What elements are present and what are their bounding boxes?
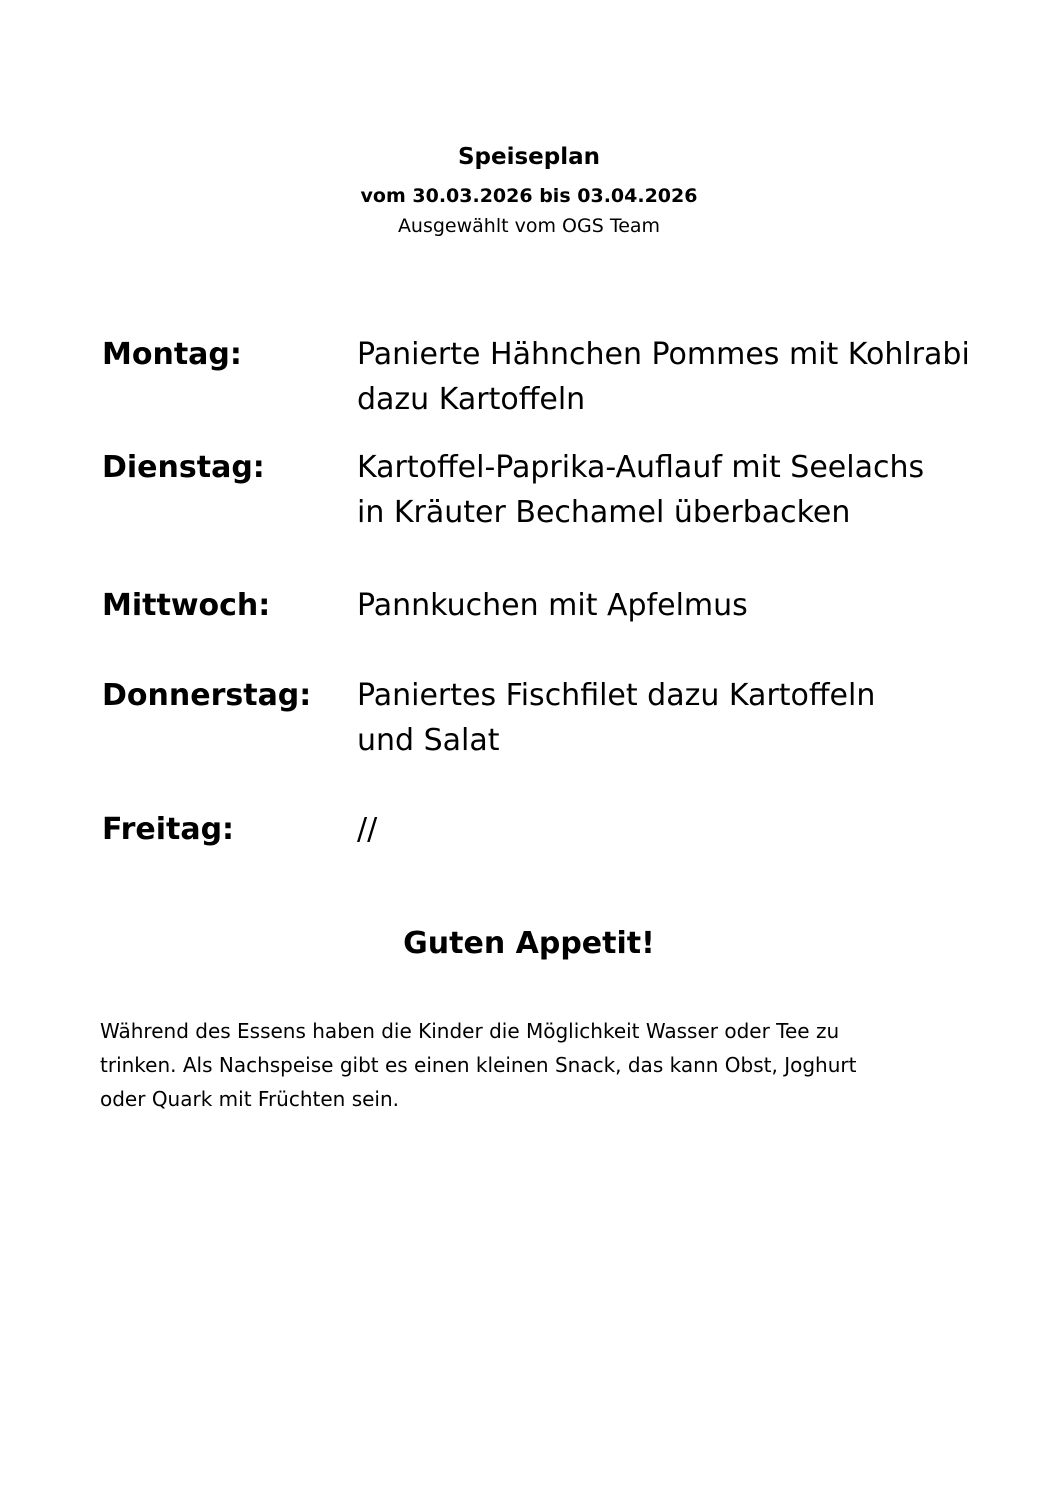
page-title: Speiseplan <box>457 144 601 170</box>
dish <box>357 332 997 422</box>
drinks-note <box>100 1014 960 1116</box>
note-line: trinken. Als Nachspeise gibt es einen kleinen Snack, das kann Obst, Joghurt <box>100 1053 857 1077</box>
note-line: Während des Essens haben die Kinder die Möglichkeit Wasser oder Tee zu <box>100 1019 840 1043</box>
dish-line: // <box>357 812 378 847</box>
subtitle: Ausgewählt vom OGS Team <box>397 215 661 237</box>
day-label: Freitag: <box>102 812 235 847</box>
day-label: Montag: <box>102 337 242 372</box>
date-range: vom 30.03.2026 bis 03.04.2026 <box>360 185 698 207</box>
day-label: Donnerstag: <box>102 678 312 713</box>
dish <box>357 445 997 535</box>
dish-line: dazu Kartoffeln <box>357 382 586 417</box>
note-line: oder Quark mit Früchten sein. <box>100 1087 400 1111</box>
dish <box>357 583 997 628</box>
day-label: Dienstag: <box>102 450 265 485</box>
day-label: Mittwoch: <box>102 588 271 623</box>
dish-line: in Kräuter Bechamel überbacken <box>357 495 851 530</box>
dish <box>357 673 997 763</box>
dish-line: und Salat <box>357 723 500 758</box>
dish-line: Paniertes Fischfilet dazu Kartoffeln <box>357 678 876 713</box>
dish <box>357 807 997 852</box>
dish-line: Kartoffel-Paprika-Auflauf mit Seelachs <box>357 450 925 485</box>
dish-line: Panierte Hähnchen Pommes mit Kohlrabi <box>357 337 970 372</box>
closing-greeting: Guten Appetit! <box>403 926 655 961</box>
dish-line: Pannkuchen mit Apfelmus <box>357 588 748 623</box>
